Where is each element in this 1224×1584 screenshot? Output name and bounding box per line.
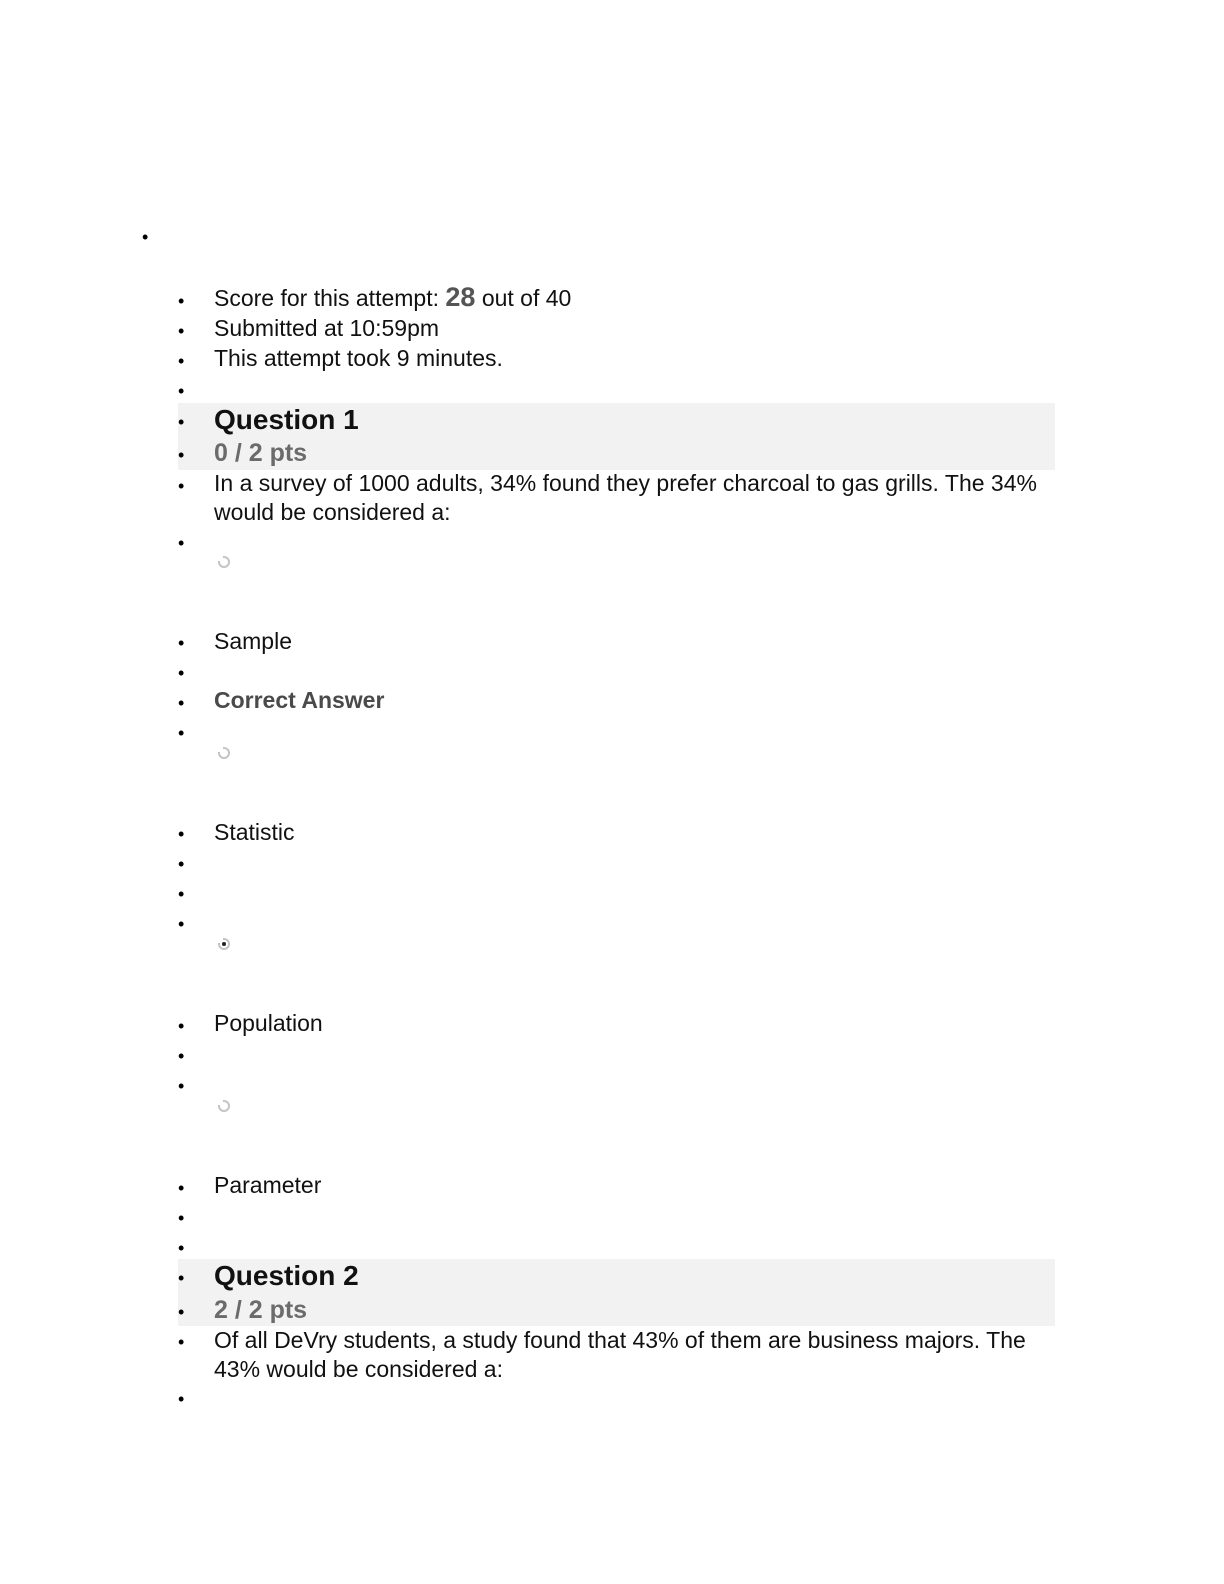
answer-parameter-radio[interactable] <box>218 1100 230 1112</box>
list-bullet: • <box>178 633 185 653</box>
list-bullet: • <box>178 914 185 934</box>
score-suffix: out of 40 <box>481 285 572 311</box>
list-bullet: • <box>178 1076 185 1096</box>
list-bullet: • <box>178 1238 185 1258</box>
answer-statistic-label: Statistic <box>214 819 295 845</box>
answer-sample-label: Sample <box>214 628 292 654</box>
list-bullet: • <box>178 1016 185 1036</box>
list-bullet: • <box>178 663 185 683</box>
answer-population-radio[interactable] <box>218 938 230 950</box>
list-bullet: • <box>178 1389 185 1409</box>
list-bullet: • <box>178 854 185 874</box>
list-bullet: • <box>178 533 185 553</box>
list-bullet: • <box>178 321 185 341</box>
question-1-title: Question 1 <box>214 404 359 435</box>
answer-statistic-radio[interactable] <box>218 747 230 759</box>
answer-population-label: Population <box>214 1010 323 1036</box>
list-bullet: • <box>178 351 185 371</box>
submitted-time: Submitted at 10:59pm <box>214 315 440 341</box>
list-bullet: • <box>178 412 185 432</box>
list-bullet: • <box>178 1332 185 1352</box>
list-bullet: • <box>178 1268 185 1288</box>
list-bullet: • <box>178 824 185 844</box>
question-2-points: 2 / 2 pts <box>214 1296 308 1324</box>
answer-sample-radio[interactable] <box>218 556 230 568</box>
question-2-text: Of all DeVry students, a study found that 43% of them are business majors. The 43% would be considered a: <box>214 1327 1026 1382</box>
list-bullet: • <box>178 884 185 904</box>
list-bullet: • <box>178 476 185 496</box>
list-bullet: • <box>178 381 185 401</box>
correct-answer-tag: Correct Answer <box>214 687 385 713</box>
answer-parameter-label: Parameter <box>214 1172 322 1198</box>
question-2-title: Question 2 <box>214 1260 359 1291</box>
score-prefix: Score for this attempt: <box>214 285 439 311</box>
list-bullet: • <box>178 693 185 713</box>
list-bullet: • <box>178 291 185 311</box>
list-bullet: • <box>178 1178 185 1198</box>
question-1-text: In a survey of 1000 adults, 34% found they prefer charcoal to gas grills. The 34% would be considered a: <box>214 470 1037 525</box>
list-bullet: • <box>178 1302 185 1322</box>
question-1-points: 0 / 2 pts <box>214 439 308 467</box>
list-bullet: • <box>178 1208 185 1228</box>
list-bullet: • <box>142 227 149 247</box>
attempt-duration: This attempt took 9 minutes. <box>214 345 503 371</box>
list-bullet: • <box>178 445 185 465</box>
score-value: 28 <box>445 282 476 312</box>
list-bullet: • <box>178 723 185 743</box>
list-bullet: • <box>178 1046 185 1066</box>
score-line <box>214 283 571 313</box>
